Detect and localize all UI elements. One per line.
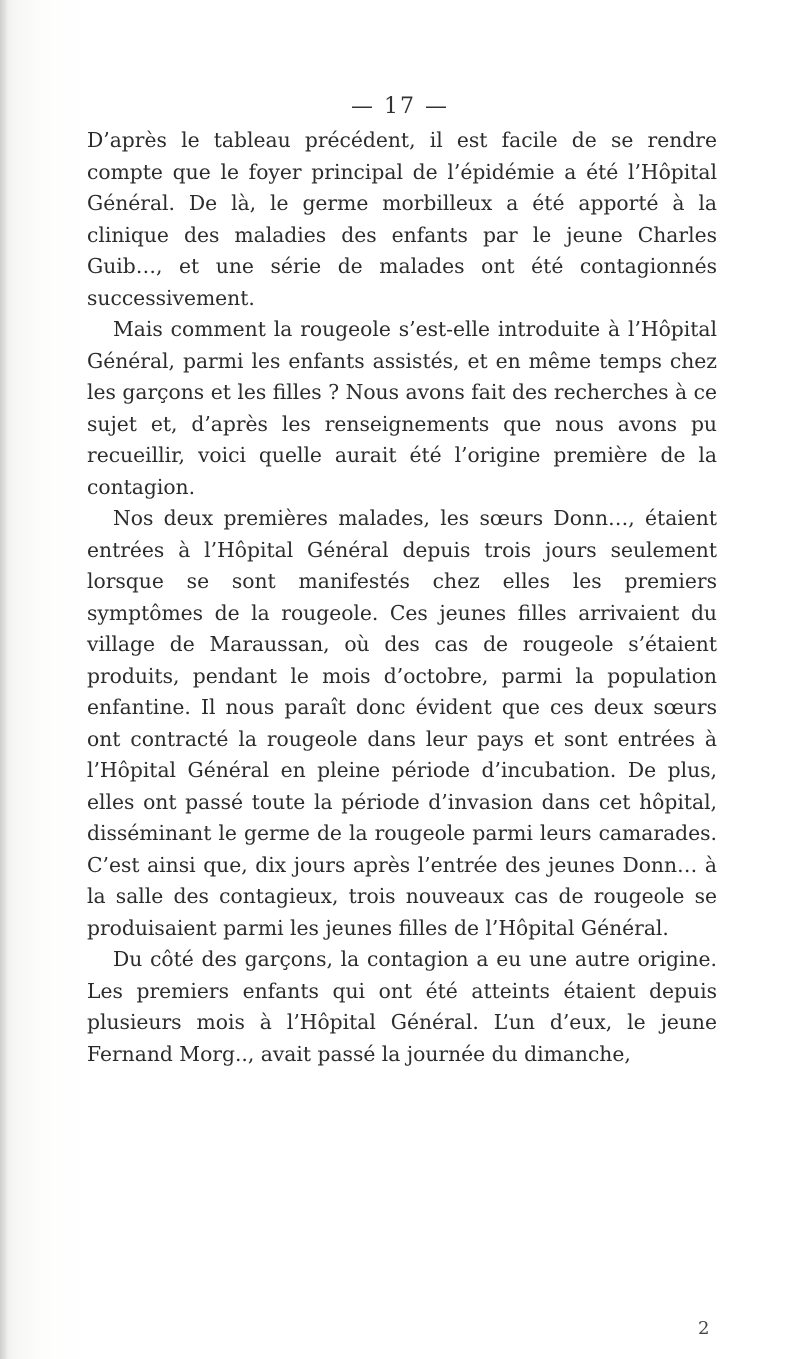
paragraph-3: Nos deux premières malades, les sœurs Donn…, étaient entrées à l’Hôpital Général depuis trois jours seulement lorsque se sont manifestés chez elles les premiers symptômes de la rougeole. Ces jeunes filles arrivaient du village de Maraussan, où des cas de rougeole s’étaient produits, pendant le mois d’octobre, parmi la population enfantine. Il nous paraît donc évident que ces deux sœurs ont contracté la rougeole dans leur pays et sont entrées à l’Hôpital Général en pleine période d’incubation. De plus, elles ont passé toute la période d’invasion dans cet hôpital, disséminant le germe de la rougeole parmi leurs camarades. C’est ainsi que, dix jours après l’entrée des jeunes Donn… à la salle des contagieux, trois nouveaux cas de rougeole se produisaient parmi les jeunes filles de l’Hôpital Général. bbox=[87, 506, 717, 940]
paragraph-4: Du côté des garçons, la contagion a eu une autre origine. Les premiers enfants qui ont été atteints étaient depuis plusieurs mois à l’Hôpital Général. L’un d’eux, le jeune Fernand Morg.., avait passé la journée du dimanche, bbox=[87, 947, 717, 1066]
body-text bbox=[87, 125, 717, 1070]
signature-mark: 2 bbox=[698, 1318, 710, 1339]
page-number: — 17 — bbox=[351, 94, 449, 119]
paragraph-2: Mais comment la rougeole s’est-elle introduite à l’Hôpital Général, parmi les enfants assistés, et en même temps chez les garçons et les filles ? Nous avons fait des recherches à ce sujet et, d’après les renseignements que nous avons pu recueillir, voici quelle aurait été l’origine première de la contagion. bbox=[87, 317, 717, 499]
paragraph-1: D’après le tableau précédent, il est facile de se rendre compte que le foyer principal de l’épidémie a été l’Hôpital Général. De là, le germe morbilleux a été apporté à la clinique des maladies des enfants par le jeune Charles Guib…, et une série de malades ont été contagionnés successivement. bbox=[87, 128, 717, 310]
page-edge-shadow bbox=[0, 0, 8, 1359]
